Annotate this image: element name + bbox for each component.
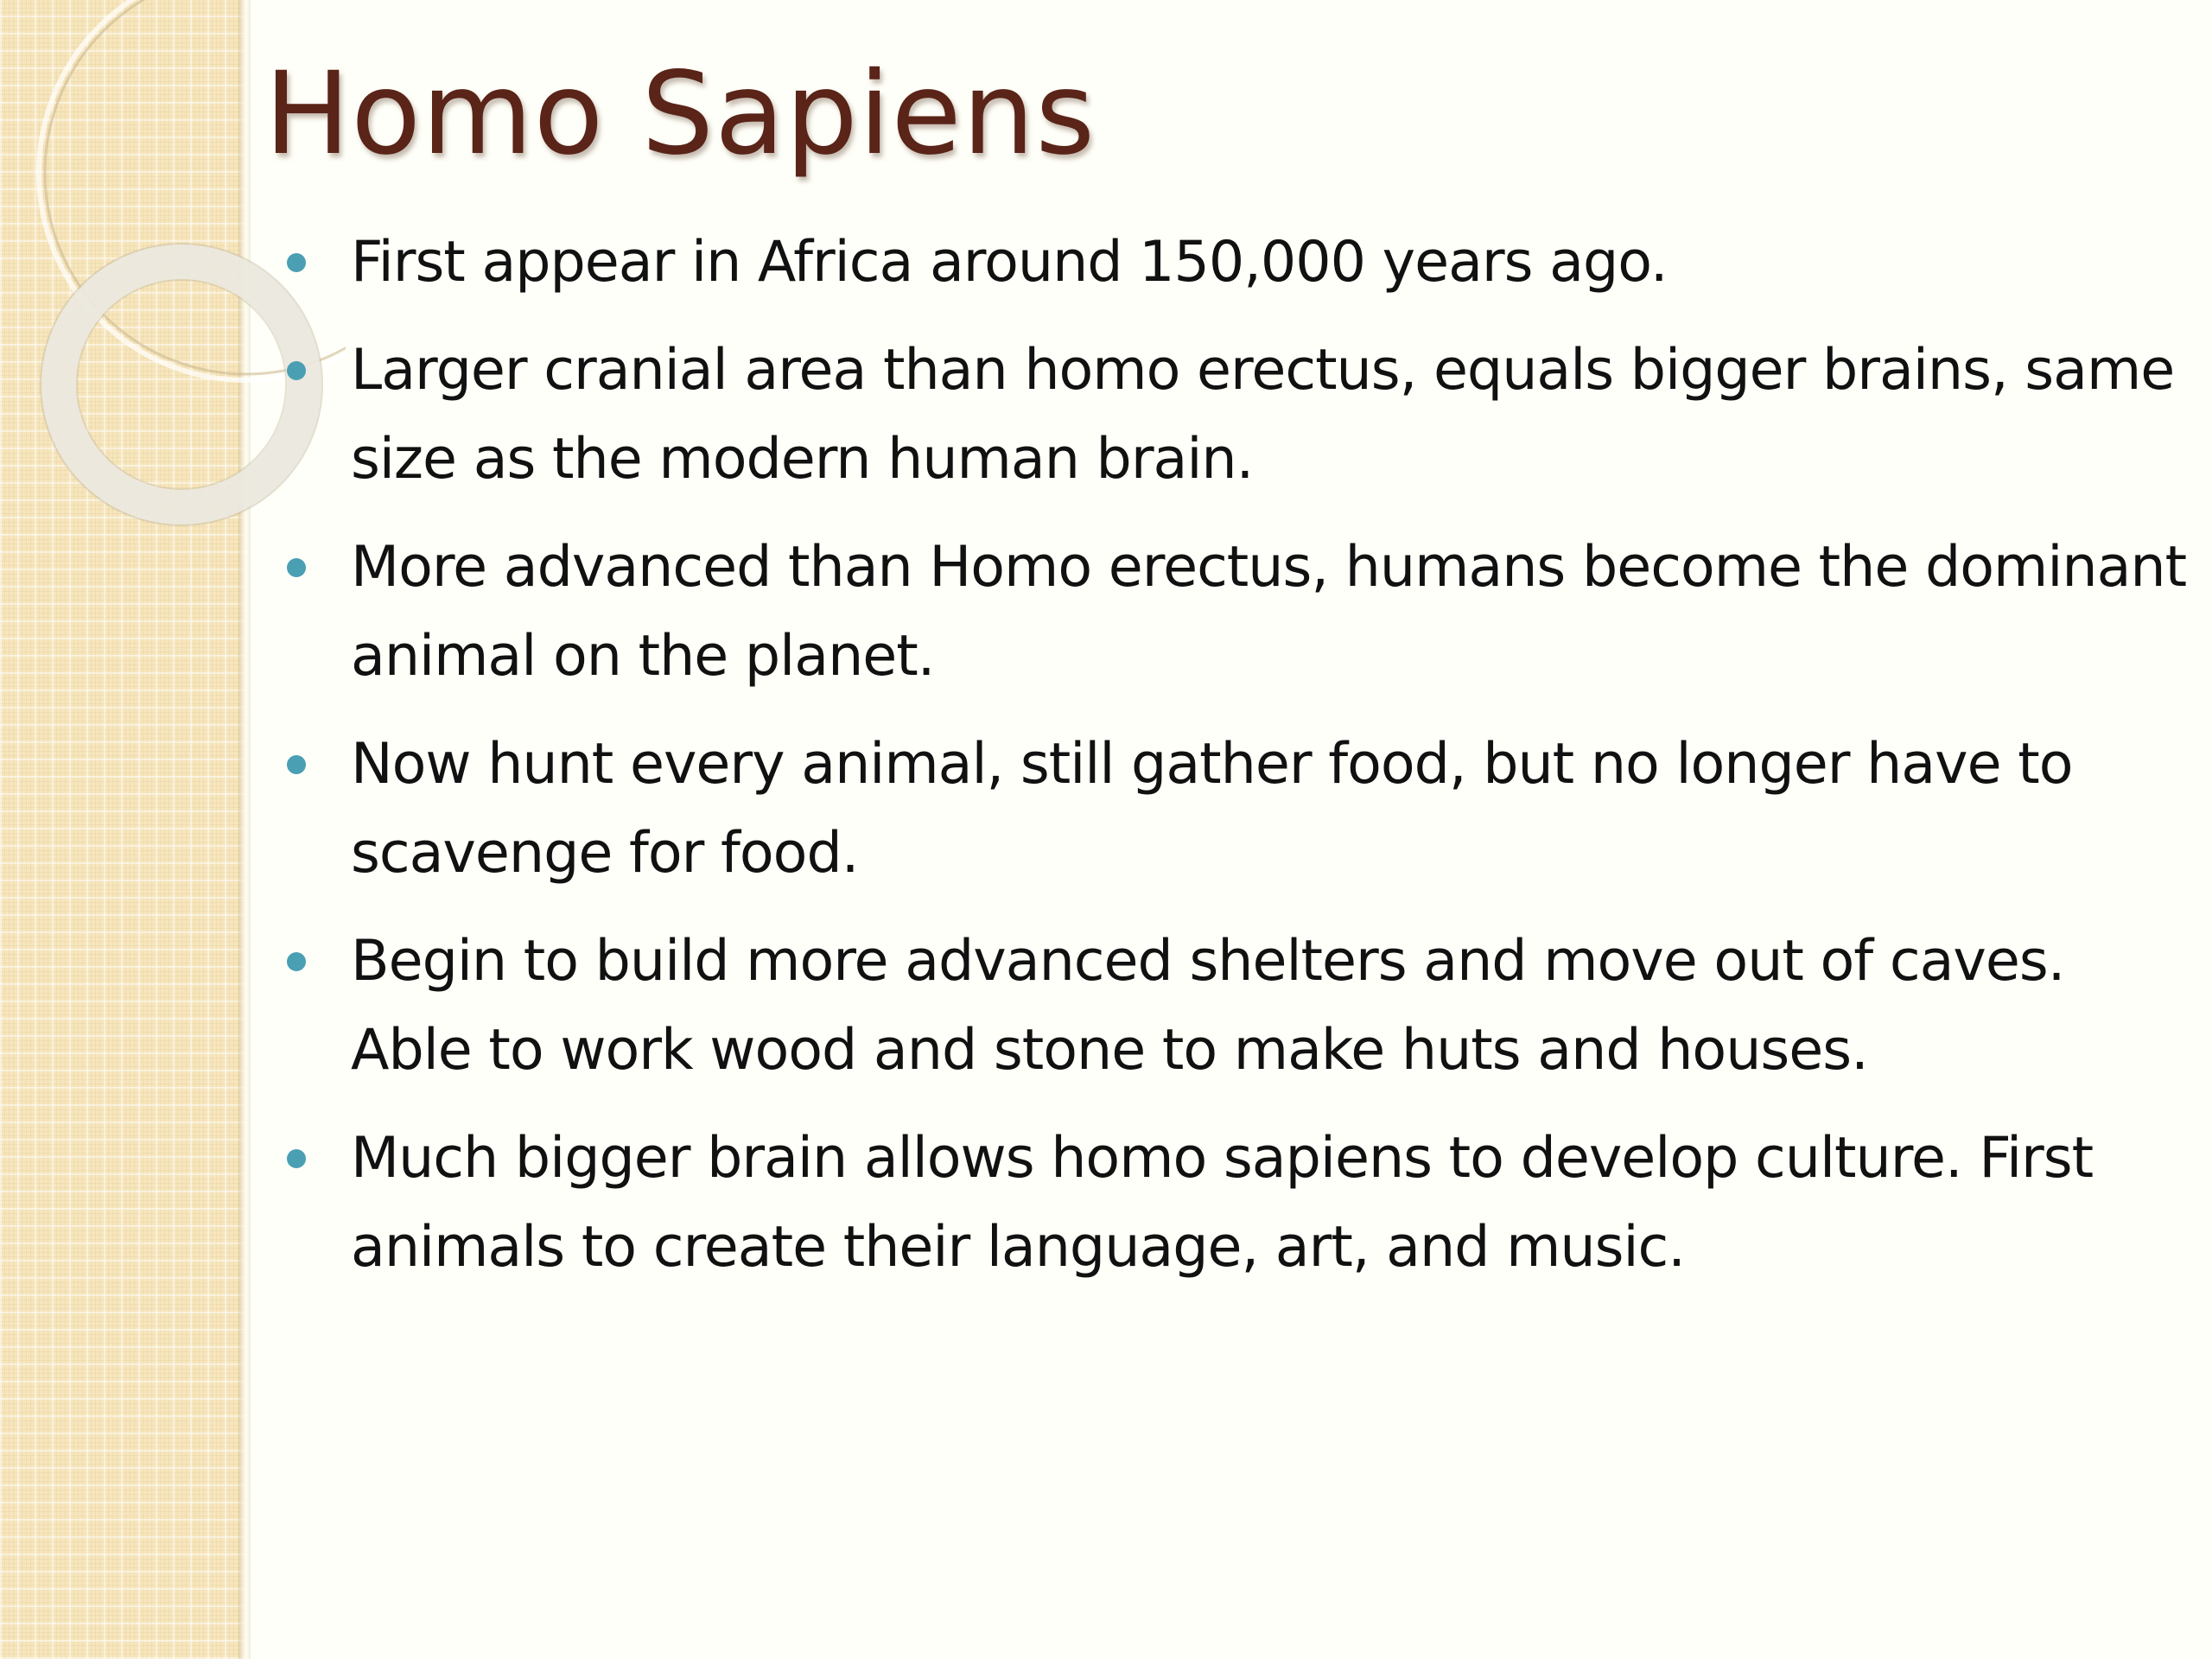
bullet-item: [287, 917, 2188, 1095]
bullet-text: Larger cranial area than homo erectus, equals bigger brains, same size as the modern human brain.: [351, 338, 2175, 492]
bullet-text: First appear in Africa around 150,000 years ago.: [351, 230, 1668, 295]
bullet-dot-icon: [287, 253, 306, 272]
bullet-dot-icon: [287, 1149, 306, 1168]
bullet-dot-icon: [287, 361, 306, 380]
bullet-text: Begin to build more advanced shelters and move out of caves. Able to work wood and stone to make huts and houses.: [351, 929, 2065, 1083]
bullet-item: [287, 1114, 2188, 1292]
bullet-item: [287, 326, 2188, 504]
bullet-dot-icon: [287, 558, 306, 577]
bullet-item: [287, 720, 2188, 898]
bullet-dot-icon: [287, 755, 306, 774]
bullet-item: [287, 523, 2188, 701]
bullet-dot-icon: [287, 952, 306, 971]
bullet-text: Now hunt every animal, still gather food, but no longer have to scavenge for food.: [351, 732, 2073, 886]
bullet-text: More advanced than Homo erectus, humans become the dominant animal on the planet.: [351, 535, 2187, 689]
slide-title: Homo Sapiens: [264, 48, 1096, 181]
bullet-text: Much bigger brain allows homo sapiens to develop culture. First animals to create their language, art, and music.: [351, 1126, 2094, 1280]
bullet-item: [287, 218, 2188, 307]
bullet-list: [287, 218, 2188, 1311]
